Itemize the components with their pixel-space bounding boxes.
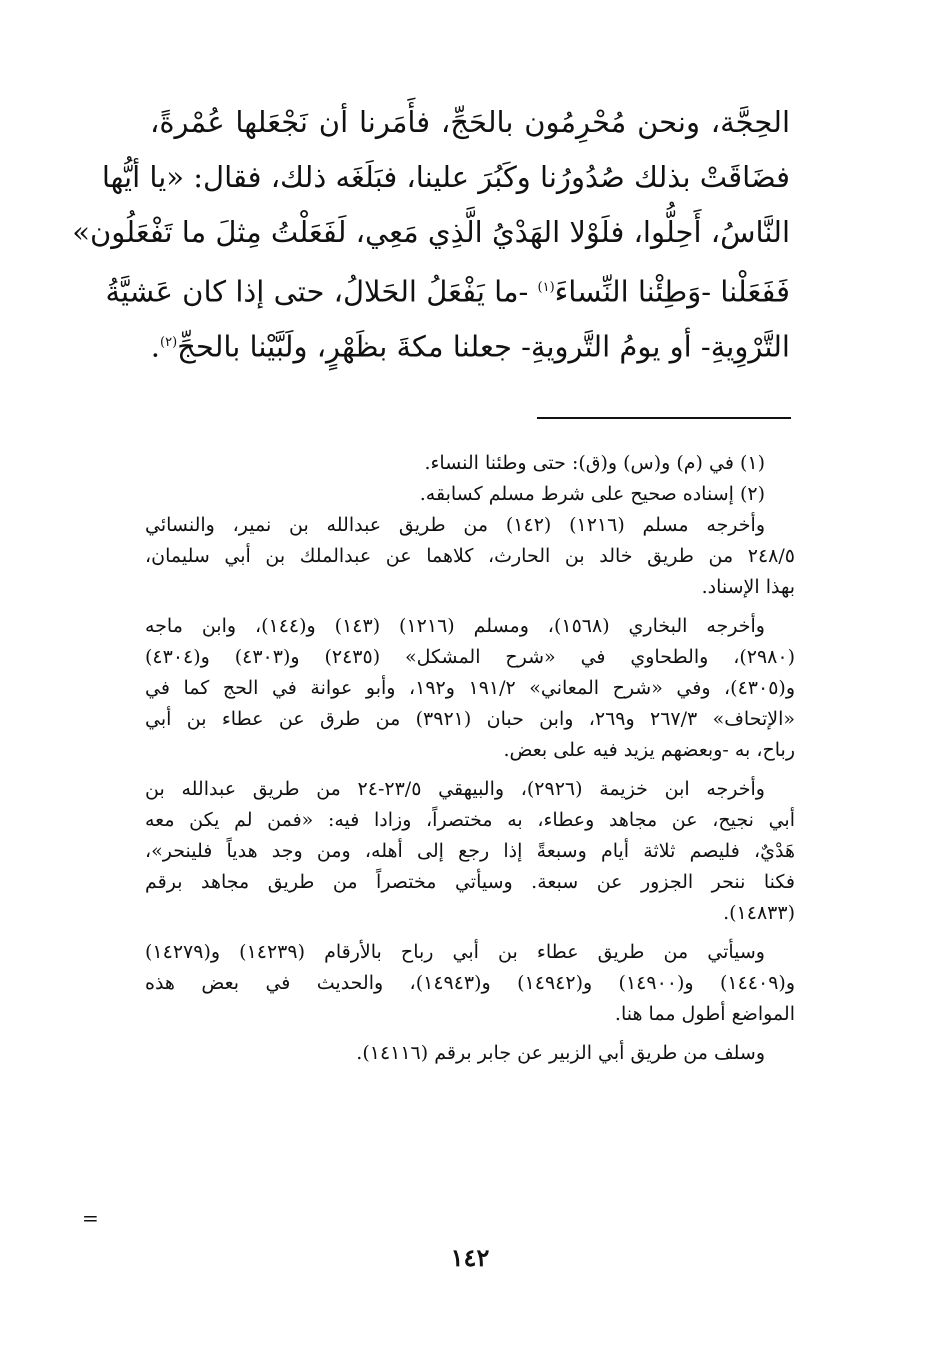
footnote-paragraph — [145, 1038, 795, 1069]
footnote-line: المواضع أطول مما هنا. — [614, 1003, 795, 1025]
main-text-line: النَّاسُ، أَحِلُّوا، فلَوْلا الهَدْيُ الَّذِي مَعِي، لَفَعَلْتُ مِثلَ ما تَفْعَلُون» — [72, 215, 790, 249]
footnote-paragraph — [145, 774, 795, 929]
footnote-line: (١٤٨٣٣). — [723, 902, 795, 924]
footnote-2: (٢) إسناده صحيح على شرط مسلم كسابقه. — [419, 483, 765, 505]
main-text-segment: . — [150, 329, 160, 364]
main-text-line: الحِجَّة، ونحن مُحْرِمُون بالحَجِّ، فأَمَرنا أن نَجْعَلها عُمْرةً، — [150, 105, 790, 139]
main-text-segment: -ما يَفْعَلُ الحَلالُ، حتى إذا كان عَشيَّةُ — [105, 274, 538, 309]
footnote-line: وأخرجه البخاري (١٥٦٨)، ومسلم (١٢١٦) (١٤٣) و(١٤٤)، وابن ماجه — [145, 615, 765, 637]
footnote-line: فكنا ننحر الجزور عن سبعة. وسيأتي مختصراً من طريق مجاهد برقم — [145, 871, 795, 893]
footnote-reference: (٢) — [160, 335, 178, 350]
footnote-paragraph — [145, 611, 795, 766]
footnote-line: «الإتحاف» ٢٦٧/٣ و٢٦٩، وابن حبان (٣٩٢١) من طرق عن عطاء بن أبي — [145, 708, 795, 730]
main-text-block — [72, 95, 790, 370]
footnote-line: أبي نجيح، عن مجاهد وعطاء، به مختصراً، وزادا فيه: «فمن لم يكن معه — [145, 809, 795, 831]
footnote-line: وسيأتي من طريق عطاء بن أبي رباح بالأرقام (١٤٢٣٩) و(١٤٢٧٩) — [145, 941, 765, 963]
footnotes-block — [145, 448, 795, 1069]
footnote-line: و(٤٣٠٥)، وفي «شرح المعاني» ١٩١/٢ و١٩٢، وأبو عوانة في الحج كما في — [145, 677, 796, 699]
footnote-reference: (١) — [537, 280, 555, 295]
footnote-paragraph — [145, 937, 795, 1030]
footnote-line: هَدْيٌ، فليصم ثلاثة أيام وسبعةً إذا رجع إلى أهله، ومن وجد هدياً فلينحر»، — [145, 840, 795, 862]
main-text-segment: فَفَعَلْنا -وَطِئْنا النِّساءَ — [554, 274, 790, 309]
footnote-line: ٢٤٨/٥ من طريق خالد بن الحارث، كلاهما عن عبدالملك بن أبي سليمان، — [145, 545, 795, 567]
footnote-line: و(١٤٤٠٩) و(١٤٩٠٠) و(١٤٩٤٢) و(١٤٩٤٣)، والحديث في بعض هذه — [145, 972, 795, 994]
main-text-line — [105, 260, 790, 315]
main-text-segment: التَّرْوِيةِ- أو يومُ التَّرويةِ- جعلنا مكةَ بظَهْرٍ، ولَبَّيْنا بالحجِّ — [177, 329, 790, 364]
footnote-line: (٢٩٨٠)، والطحاوي في «شرح المشكل» (٢٤٣٥) و(٤٣٠٣) و(٤٣٠٤) — [145, 646, 795, 668]
footnote-line: وسلف من طريق أبي الزبير عن جابر برقم (١٤١١٦). — [356, 1042, 765, 1064]
footnote-line: رباح، به -وبعضهم يزيد فيه على بعض. — [503, 739, 795, 761]
main-text-line — [150, 315, 790, 370]
footnote-line: بهذا الإسناد. — [701, 576, 795, 598]
footnote-separator — [537, 417, 791, 419]
footnote-paragraph — [145, 510, 795, 603]
page-number: ١٤٢ — [450, 1243, 490, 1272]
continuation-mark: = — [82, 1206, 99, 1230]
footnote-1: (١) في (م) و(س) و(ق): حتى وطئنا النساء. — [424, 452, 765, 474]
main-text-line: فضَاقَتْ بذلك صُدُورُنا وكَبُرَ علينا، فبَلَغَه ذلك، فقال: «يا أيُّها — [101, 160, 790, 194]
footnote-line: وأخرجه مسلم (١٢١٦) (١٤٢) من طريق عبدالله بن نمير، والنسائي — [145, 514, 765, 536]
footnote-line: وأخرجه ابن خزيمة (٢٩٢٦)، والبيهقي ٢٣/٥-٢٤ من طريق عبدالله بن — [145, 778, 765, 800]
